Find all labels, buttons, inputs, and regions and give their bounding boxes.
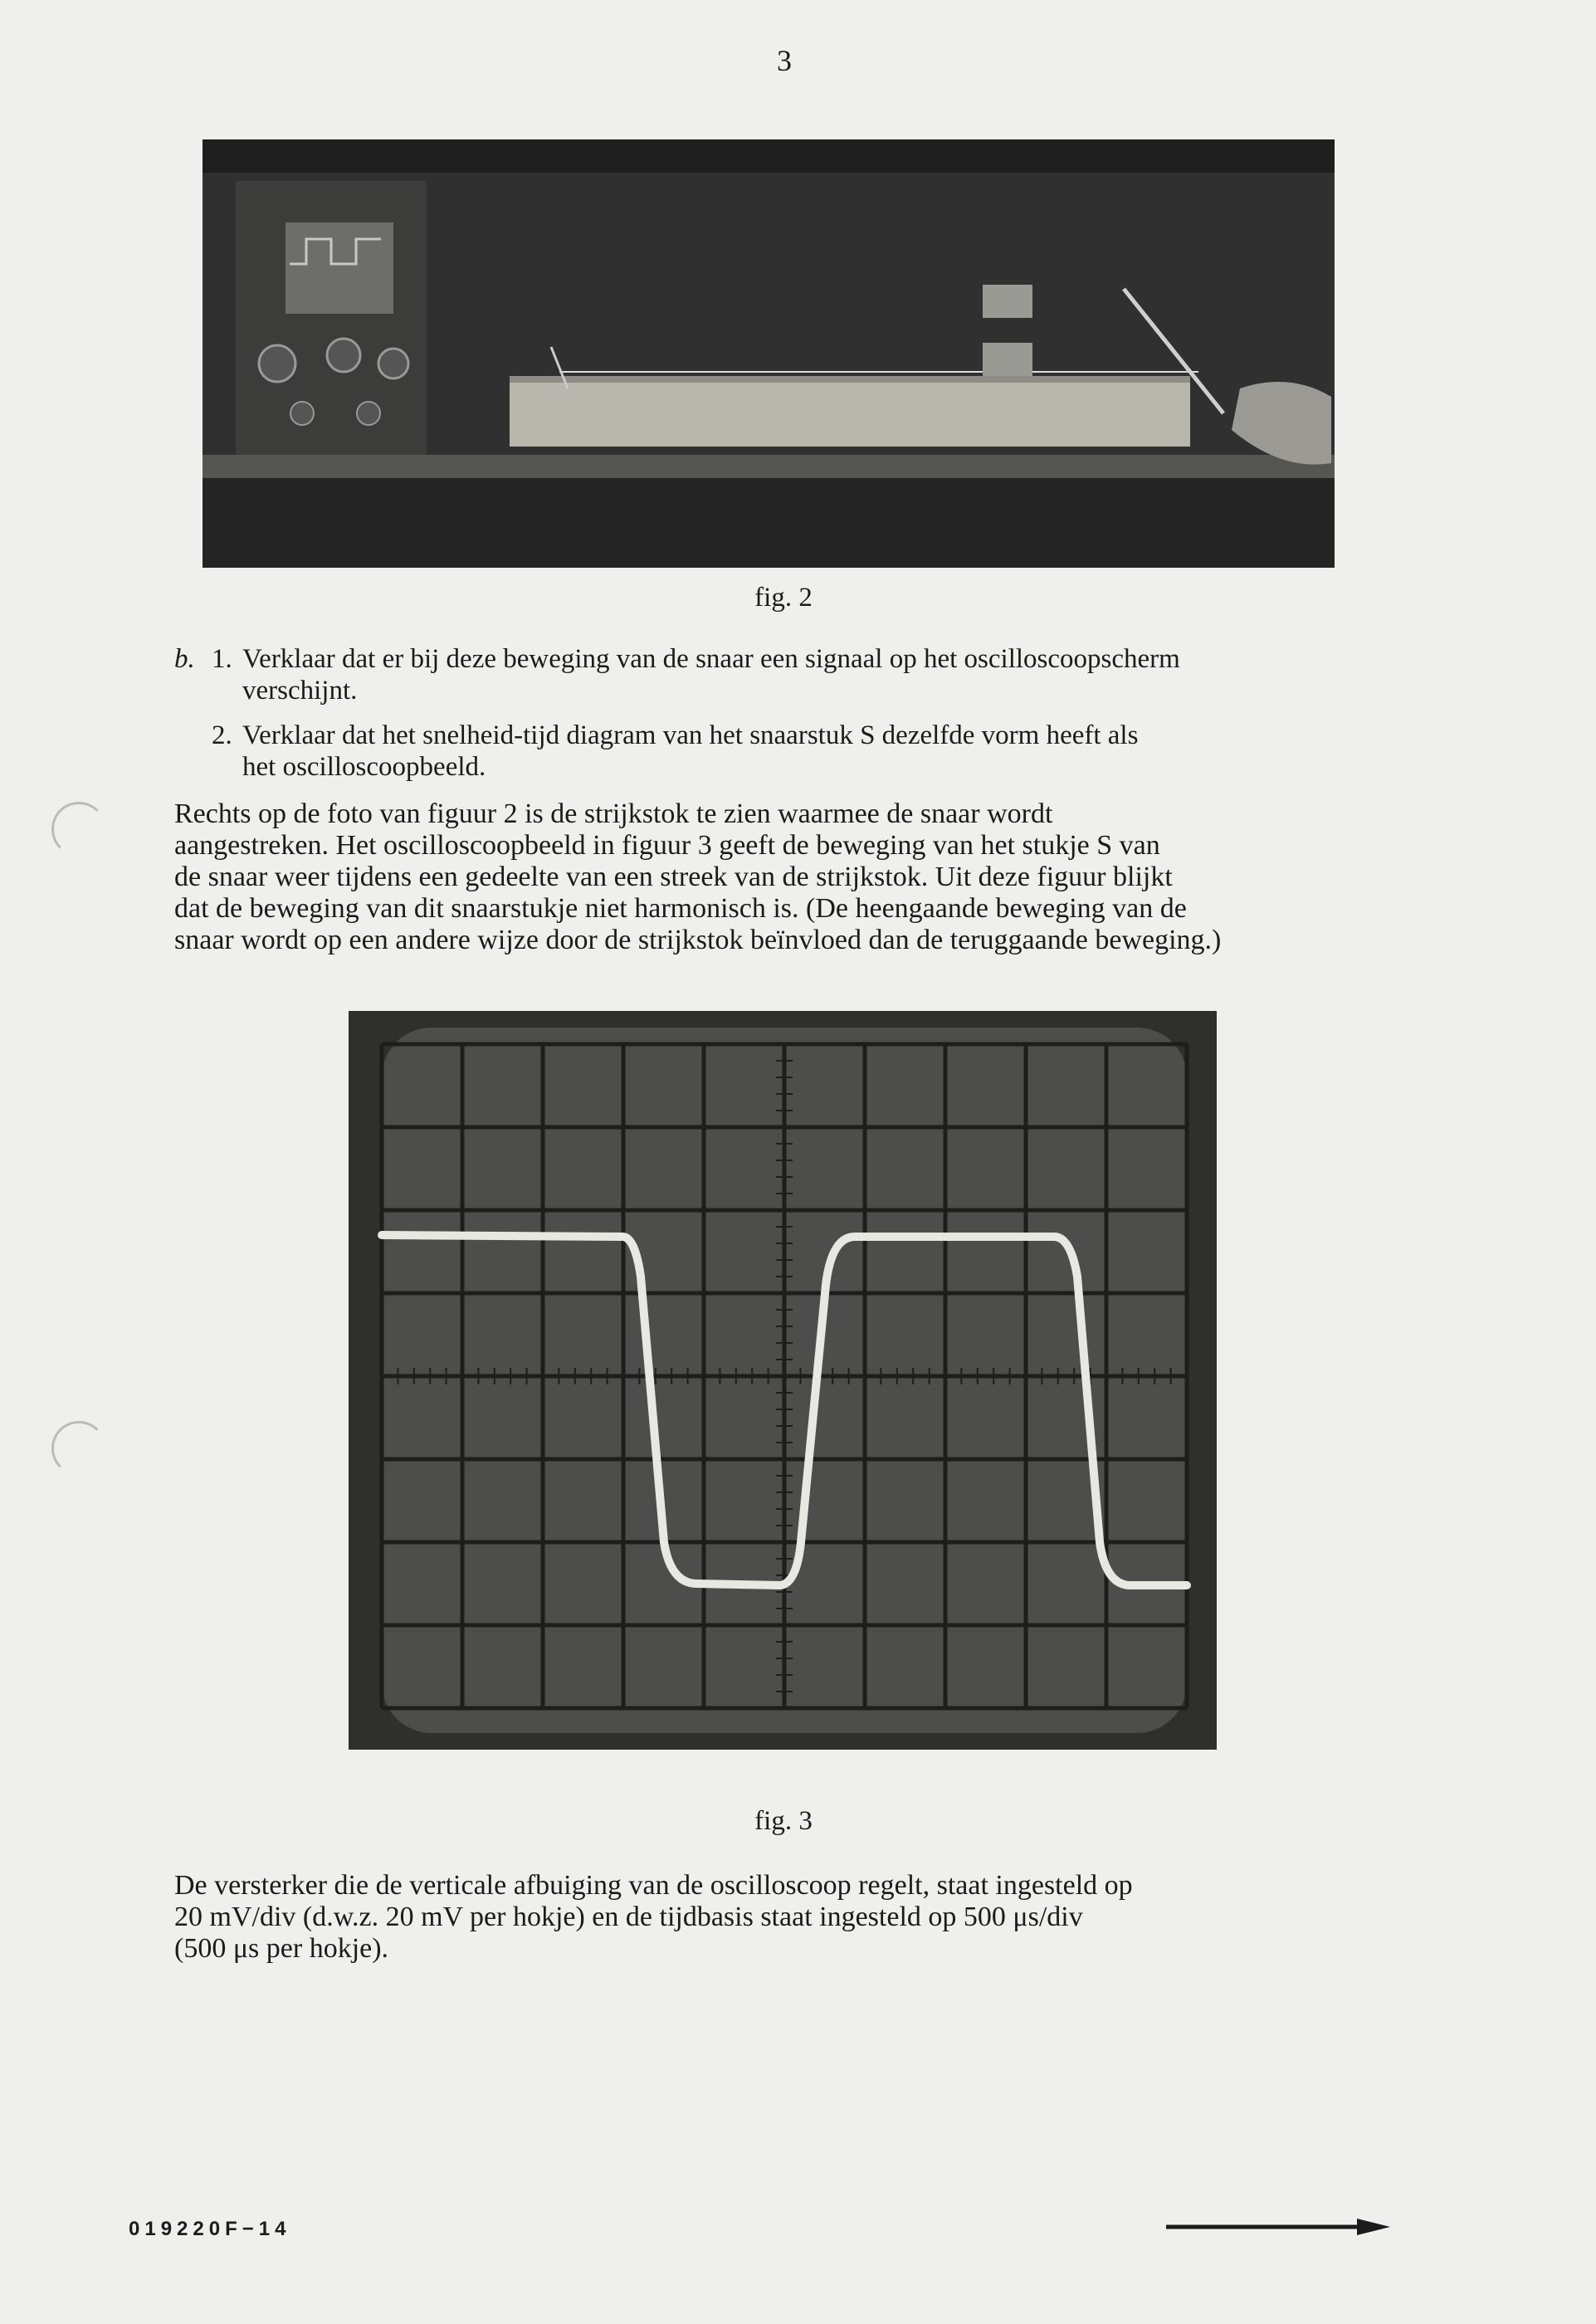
figure-3-caption: fig. 3 (754, 1806, 813, 1836)
figure-2-photo (203, 139, 1335, 568)
exam-code: 019220F−14 (129, 2218, 291, 2240)
question-b2-number: 2. (212, 720, 232, 750)
figure-3-oscilloscope-photo (349, 1011, 1217, 1750)
question-b-letter: b. (174, 644, 195, 674)
paragraph-line: (500 μs per hokje). (174, 1933, 389, 1964)
question-b2-line-2: het oscilloscoopbeeld. (242, 752, 486, 782)
settings-paragraph (174, 1870, 1386, 1965)
paragraph-line: dat de beweging van dit snaarstukje niet harmonisch is. (De heengaande beweging van de (174, 893, 1187, 924)
intro-paragraph (174, 798, 1386, 956)
question-b1-line-1: Verklaar dat er bij deze beweging van de snaar een signaal op het oscilloscoopscherm (242, 644, 1180, 674)
paragraph-line: de snaar weer tijdens een gedeelte van een streek van de strijkstok. Uit deze figuur blijkt (174, 862, 1173, 892)
punch-hole-top (51, 802, 106, 857)
question-b1-number: 1. (212, 644, 232, 674)
figure-2-caption: fig. 2 (754, 583, 813, 613)
next-page-arrow-icon (1166, 2214, 1390, 2239)
paragraph-line: aangestreken. Het oscilloscoopbeeld in figuur 3 geeft de beweging van het stukje S van (174, 830, 1160, 861)
paragraph-line: 20 mV/div (d.w.z. 20 mV per hokje) en de tijdbasis staat ingesteld op 500 μs/div (174, 1902, 1083, 1932)
oscilloscope-screen (349, 1011, 1217, 1750)
question-b1-line-2: verschijnt. (242, 676, 358, 706)
page-number: 3 (777, 44, 792, 77)
figure-2-illustration (203, 139, 1335, 568)
question-b2-line-1: Verklaar dat het snelheid-tijd diagram van het snaarstuk S dezelfde vorm heeft als (242, 720, 1139, 750)
punch-hole-bottom (51, 1421, 106, 1476)
paragraph-line: snaar wordt op een andere wijze door de strijkstok beïnvloed dan de teruggaande beweging.) (174, 925, 1222, 955)
paragraph-line: De versterker die de verticale afbuiging van de oscilloscoop regelt, staat ingesteld op (174, 1870, 1133, 1901)
paragraph-line: Rechts op de foto van figuur 2 is de strijkstok te zien waarmee de snaar wordt (174, 798, 1053, 829)
